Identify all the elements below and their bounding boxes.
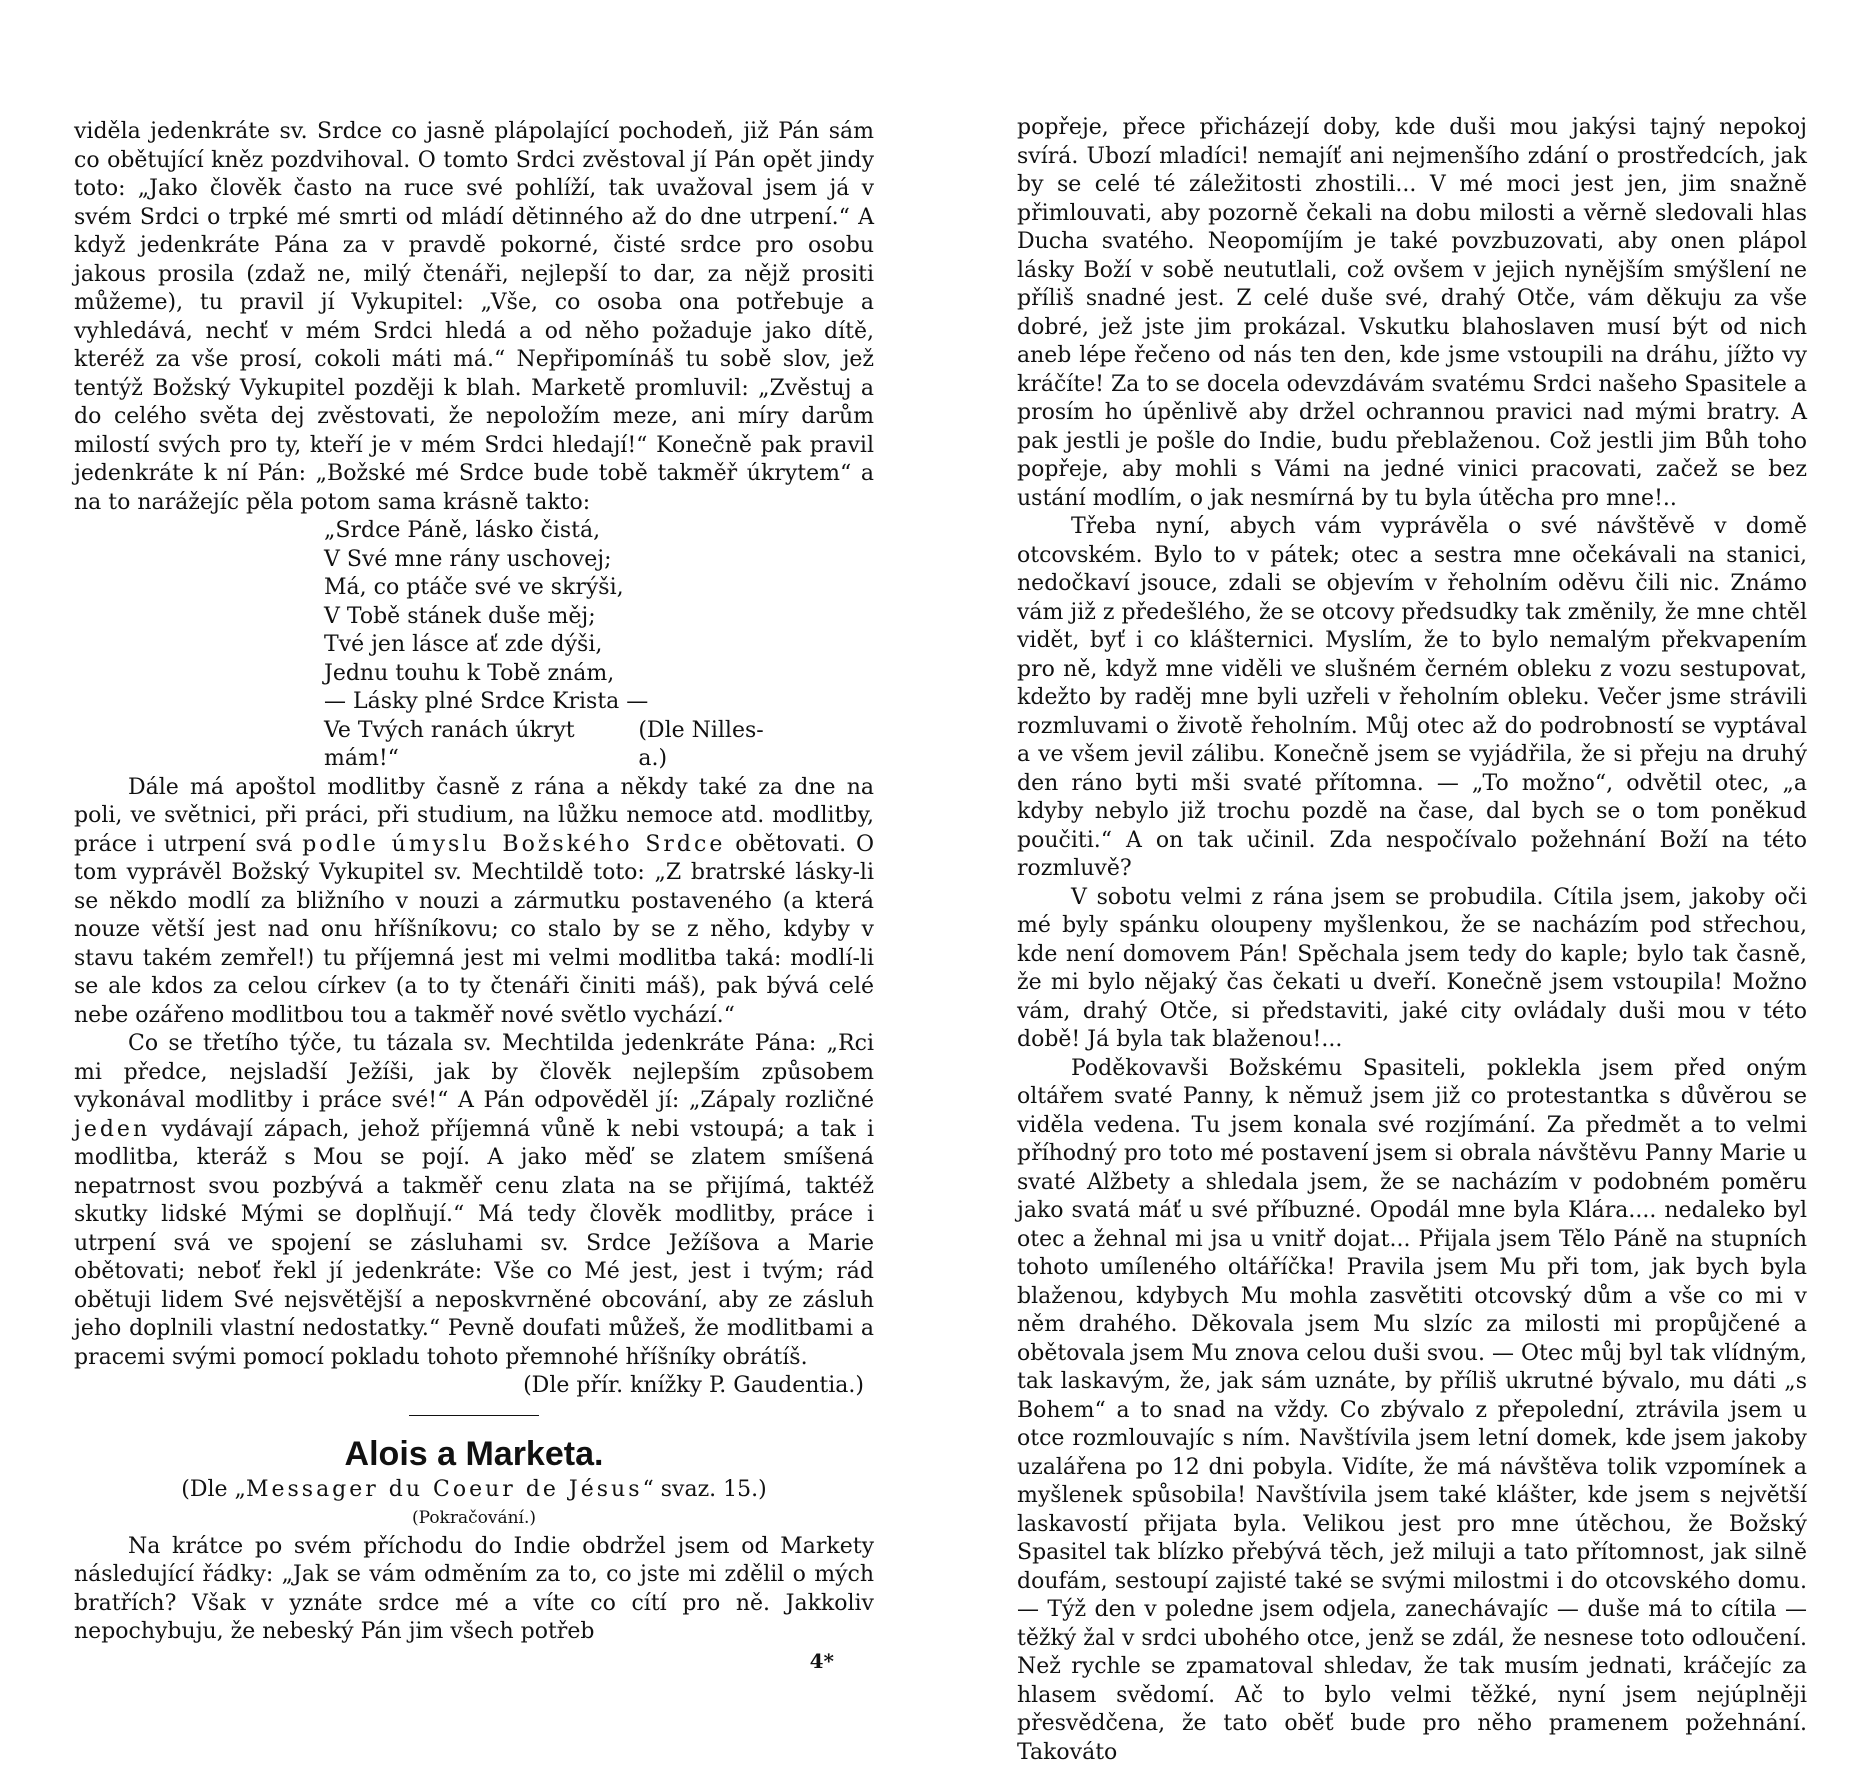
- poem-line: — Lásky plné Srdce Krista —: [324, 688, 874, 717]
- article-title: Alois a Marketa.: [74, 1432, 874, 1476]
- poem-line: V Tobě stánek duše měj;: [324, 603, 874, 632]
- poem-last-line-row: [324, 717, 874, 774]
- left-page: [74, 118, 874, 1675]
- left-paragraph-4: Na krátce po svém příchodu do Indie obdržel jsem od Markety následující řádky: „Jak se vám odměním za to, co jste mi zdělil o mých bratřích? Však v yznáte srdce mé a víte co cítí pro ně. Jakkoliv nepochybuju, že nebeský Pán jim všech potřeb: [74, 1533, 874, 1647]
- paragraph-source: (Dle přír. knížky P. Gaudentia.): [74, 1372, 874, 1401]
- subtitle-text: “ svaz. 15.): [643, 1477, 767, 1502]
- right-paragraph-3: V sobotu velmi z rána jsem se probudila. Cítila jsem, jakoby oči mé byly spánku oloupeny myšlenkou, že se nacházím pod střechou, kde není domovem Pán! Spěchala jsem tedy do kaple; bylo tak časně, že mi bylo nějaký čas čekati u dveří. Konečně jsem vstoupila! Možno vám, drahý Otče, si představiti, jaké city ovládaly duši mou v této době! Já byla tak blaženou!...: [1017, 884, 1807, 1055]
- left-paragraph-2: [74, 774, 874, 1031]
- section-divider: [409, 1415, 539, 1416]
- left-paragraph-1: viděla jedenkráte sv. Srdce co jasně plápolající pochodeň, již Pán sám co obětující kněz pozdvihoval. O tomto Srdci zvěstoval jí Pán opět jindy toto: „Jako člověk často na ruce své pohlíží, tak uvažoval jsem já v svém Srdci o trpké mé smrti od mládí dětinného až do dne utrpení.“ A když jedenkráte Pána za v pravdě pokorné, čisté srdce pro osobu jakous prosila (zdaž ne, milý čtenáři, nejlepší to dar, za nějž prositi můžeme), tu pravil jí Vykupitel: „Vše, co osoba ona potřebuje a vyhledává, nechť v mém Srdci hledá a od něho požaduje jako dítě, kteréž za vše prosí, cokoli máti má.“ Nepřipomínáš tu sobě slov, jež tentýž Božský Vykupitel později k blah. Marketě promluvil: „Zvěstuj a do celého světa dej zvěstovati, že nepoložím meze, ani míry darům milostí svých pro ty, kteří je v mém Srdci hledají!“ Konečně pak pravil jedenkráte k ní Pán: „Božské mé Srdce bude tobě takměř úkrytem“ a na to narážejíc pěla potom sama krásně takto:: [74, 118, 874, 517]
- poem: [324, 517, 874, 774]
- poem-source: (Dle Nilles-a.): [638, 717, 784, 774]
- continuation-note: (Pokračování.): [74, 1504, 874, 1533]
- poem-line: „Srdce Páně, lásko čistá,: [324, 517, 874, 546]
- right-paragraph-2: Třeba nyní, abych vám vyprávěla o své návštěvě v domě otcovském. Bylo to v pátek; otec a sestra mne očekávali na stanici, nedočkaví jsouce, zdali se objevím v řeholním oděvu čili nic. Známo vám již z předešlého, že se otcovy předsudky tak změnily, že mne chtěl vidět, byť i co klášternici. Myslím, že to bylo nemalým překvapením pro ně, když mne viděli ve slušném černém obleku z vozu sestupovat, kdežto by raděj mne byli uzřeli v řeholním obleku. Večer jsme strávili rozmluvami o životě řeholním. Můj otec až do podrobností se vyptával a ve všem jevil zálibu. Konečně jsem se vyjádřila, že si přeju na druhý den ráno byti mši svaté přítomna. — „To možno“, odvětil otec, „a kdyby nebylo již trochu pozdě na čase, dal bych se o tom poněkud poučiti.“ A on tak učinil. Zda nespočívalo požehnání Boží na této rozmluvě?: [1017, 513, 1807, 884]
- poem-line: Má, co ptáče své ve skrýši,: [324, 574, 874, 603]
- poem-last-line: Ve Tvých ranách úkryt mám!“: [324, 717, 638, 774]
- right-paragraph-1: popřeje, přece přicházejí doby, kde duši mou jakýsi tajný nepokoj svírá. Ubozí mladíci! nemajíť ani nejmenšího zdání o prostředcích, jak by se celé té záležitosti zhostili... V mé moci jest jen, jim snažně přimlouvati, aby pozorně čekali na dobu milosti a věrně sledovali hlas Ducha svatého. Neopomíjím je také povzbuzovati, aby onen plápol lásky Boží v sobě neututlali, což ovšem v jejich nynějším smýšlení ne příliš snadné jest. Z celé duše své, drahý Otče, vám děkuju za vše dobré, jež jste jim prokázal. Vskutku blahoslaven musí být od nich aneb lépe řečeno od nás ten den, kde jsme vstoupili na dráhu, jížto vy kráčíte! Za to se docela odevzdávám svatému Srdci našeho Spasitele a prosím ho úpěnlivě aby držel ochrannou pravici nad mými bratry. A pak jestli je pošle do Indie, budu přeblaženou. Což jestli jim Bůh toho popřeje, aby mohli s Vámi na jedné vinici pracovati, začež se bez ustání modlím, o jak nesmírná by tu byla útěcha pro mne!..: [1017, 114, 1807, 513]
- page-number: 4*: [74, 1647, 874, 1676]
- spaced-word: jeden: [74, 1117, 150, 1142]
- spaced-phrase: podle úmyslu Božského Srdce: [302, 832, 725, 857]
- paragraph-text: Co se třetího týče, tu tázala sv. Mechtilda jedenkráte Pána: „Rci mi předce, nejsladší Ježíši, jak by člověk nejlepším způsobem vykonával modlitby i práce své!“ A Pán odpověděl jí: „Zápaly rozličné: [74, 1031, 874, 1113]
- right-page: [1017, 114, 1807, 1767]
- poem-line: V Své mne rány uschovej;: [324, 546, 874, 575]
- paragraph-text: obětovati. O tom vyprávěl Božský Vykupitel sv. Mechtildě toto: „Z bratrské lásky-li se někdo modlí za bližního v nouzi a zármutku postaveného (a která nouze větší jest nad onu hříšníkovu; co stalo by se z něho, kdyby v stavu takém zemřel!) tu příjemná jest mi velmi modlitba taká: modlí-li se ale kdos za celou církev (a to ty čtenáři činiti máš), pak bývá celé nebe ozářeno modlitbou tou a takměř nové světlo vychází.“: [74, 832, 874, 1028]
- left-paragraph-3: [74, 1030, 874, 1372]
- poem-line: Jednu touhu k Tobě znám,: [324, 660, 874, 689]
- right-paragraph-4: Poděkovavši Božskému Spasiteli, poklekla jsem před oným oltářem svaté Panny, k němuž jsem již co protestantka s důvěrou se viděla vedena. Tu jsem konala své rozjímání. Za předmět a to velmi příhodný pro toto mé postavení jsem si obrala návštěvu Panny Marie u svaté Alžbety a shledala jsem, že se nacházím v podobném poměru jako svatá máť u své příbuzné. Opodál mne byla Klára.... nedaleko byl otec a žehnal mi jsa u vnitř dojat... Přijala jsem Tělo Páně na stupních tohoto umíleného oltáříčka! Pravila jsem Mu při tom, jak bych byla blaženou, kdybych Mu mohla zasvětiti otcovský dům a vše co mi v něm drahého. Děkovala jsem Mu slzíc za milosti mi propůjčené a obětovala jsem Mu znova celou duši svou. — Otec můj byl tak vlídným, tak laskavým, že, jak sám uznáte, by příliš ukrutné bývalo, mu dáti „s Bohem“ a to snad na vždy. Co zbývalo z přepolední, ztrávila jsem u otce rozmlouvajíc s ním. Navštívila jsem letní domek, kde jsem jakoby uzalářena po 12 dni pobyla. Vidíte, že má návštěva tolik vzpomínek a myšlenek spůsobila! Navštívila jsem také klášter, kde jsem s největší laskavostí přijata byla. Velikou jest pro mne útěchou, že Božský Spasitel tak blízko přebývá těch, jež miluji a tato přítomnost, jak silně doufám, sestoupí zajisté také se svými milostmi i do otcovského domu. — Týž den v poledne jsem odjela, zanechávajíc — duše má to cítila — těžký žal v srdci ubohého otce, jenž se zdál, že nesnese toto odloučení. Než rychle se zpamatoval shledav, že tak musím jednati, kráčejíc za hlasem svědomí. Ač to bylo velmi těžké, nyní jsem nejúplněji přesvědčena, že tato oběť bude pro něho pramenem požehnání. Takováto: [1017, 1055, 1807, 1767]
- subtitle-source-title: Messager du Coeur de Jésus: [246, 1477, 643, 1502]
- paragraph-text: Dále má apoštol modlitby časně z rána a někdy také za dne na poli, ve světnici, při práci, při studium, na lůžku nemoce atd. modlitby, práce i utrpení svá: [74, 775, 874, 857]
- subtitle-text: (Dle „: [181, 1477, 246, 1502]
- paragraph-text: vydávají zápach, jehož příjemná vůně k nebi vstoupá; a tak i modlitba, kteráž s Mou se pojí. A jako měď se zlatem smíšená nepatrnost svou pozbývá a takměř cenu zlata na se přijímá, taktéž skutky lidské Mými se doplňují.“ Má tedy člověk modlitby, práce i utrpení svá ve spojení se zásluhami sv. Srdce Ježíšova a Marie obětovati; neboť řekl jí jedenkráte: Vše co Mé jest, jest i tvým; rád obětuji lidem Své nejsvětější a neposkvrněné obcování, aby ze zásluh jeho doplnili vlastní nedostatky.“ Pevně doufati můžeš, že modlitbami a pracemi svými pomocí pokladu tohoto přemnohé hříšníky obrátíš.: [74, 1117, 874, 1370]
- poem-line: Tvé jen lásce ať zde dýši,: [324, 631, 874, 660]
